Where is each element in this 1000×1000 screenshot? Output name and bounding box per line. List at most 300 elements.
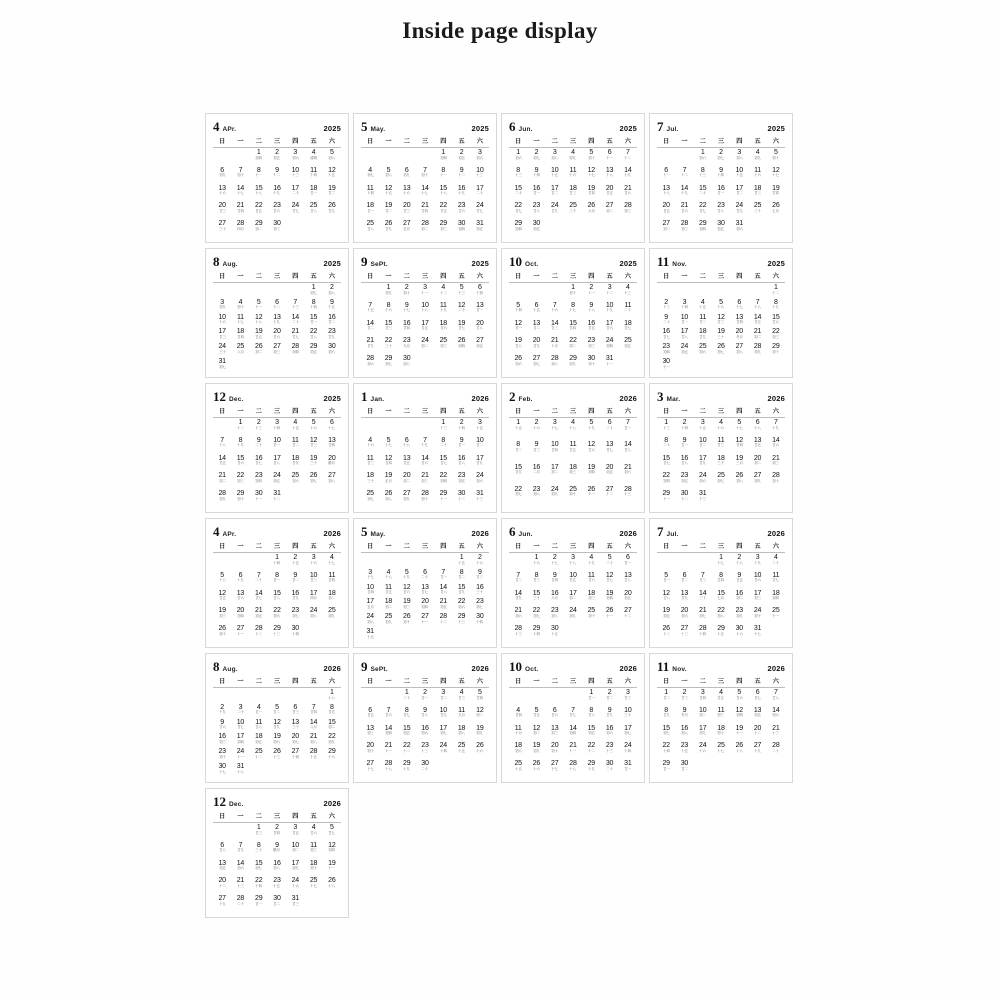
day-cell[interactable] [712, 149, 730, 167]
day-cell[interactable] [416, 455, 434, 473]
day-cell[interactable] [213, 704, 231, 719]
day-cell[interactable] [748, 572, 766, 590]
day-cell[interactable] [712, 314, 730, 329]
day-cell[interactable] [546, 572, 564, 590]
day-cell[interactable] [619, 149, 637, 167]
day-cell[interactable] [231, 842, 249, 860]
day-cell[interactable] [213, 343, 231, 358]
day-cell[interactable] [213, 437, 231, 455]
day-cell[interactable] [398, 202, 416, 220]
day-cell[interactable] [767, 419, 785, 437]
day-cell[interactable] [213, 472, 231, 490]
day-cell[interactable] [361, 707, 379, 725]
day-cell[interactable] [564, 302, 582, 320]
day-cell[interactable] [304, 472, 322, 490]
day-cell[interactable] [600, 149, 618, 167]
day-cell[interactable] [564, 572, 582, 590]
day-cell[interactable] [213, 895, 231, 913]
day-cell[interactable] [452, 149, 470, 167]
day-cell[interactable] [675, 328, 693, 343]
day-cell[interactable] [564, 320, 582, 338]
day-cell[interactable] [767, 284, 785, 299]
day-cell[interactable] [767, 328, 785, 343]
day-cell[interactable] [657, 419, 675, 437]
day-cell[interactable] [213, 625, 231, 643]
day-cell[interactable] [452, 613, 470, 628]
day-cell[interactable] [323, 842, 341, 860]
month-card[interactable] [353, 383, 497, 513]
day-cell[interactable] [546, 742, 564, 760]
day-cell[interactable] [286, 590, 304, 608]
day-cell[interactable] [619, 337, 637, 355]
day-cell[interactable] [268, 704, 286, 719]
day-cell[interactable] [619, 554, 637, 572]
day-cell[interactable] [250, 299, 268, 314]
day-cell[interactable] [361, 760, 379, 778]
day-cell[interactable] [304, 149, 322, 167]
day-cell[interactable] [323, 419, 341, 437]
day-cell[interactable] [527, 441, 545, 463]
day-cell[interactable] [582, 486, 600, 508]
day-cell[interactable] [304, 343, 322, 358]
day-cell[interactable] [509, 572, 527, 590]
day-cell[interactable] [712, 455, 730, 473]
day-cell[interactable] [694, 328, 712, 343]
day-cell[interactable] [619, 202, 637, 220]
day-cell[interactable] [231, 455, 249, 473]
day-cell[interactable] [564, 725, 582, 743]
day-cell[interactable] [600, 320, 618, 338]
day-cell[interactable] [286, 607, 304, 625]
day-cell[interactable] [231, 607, 249, 625]
day-cell[interactable] [694, 167, 712, 185]
day-cell[interactable] [582, 760, 600, 778]
day-cell[interactable] [361, 598, 379, 613]
day-cell[interactable] [434, 742, 452, 760]
day-cell[interactable] [416, 472, 434, 490]
day-cell[interactable] [379, 320, 397, 338]
day-cell[interactable] [304, 554, 322, 572]
day-cell[interactable] [471, 419, 489, 437]
day-cell[interactable] [509, 185, 527, 203]
day-cell[interactable] [748, 437, 766, 455]
day-cell[interactable] [767, 590, 785, 608]
day-cell[interactable] [509, 607, 527, 625]
day-cell[interactable] [434, 320, 452, 338]
day-cell[interactable] [434, 185, 452, 203]
day-cell[interactable] [730, 625, 748, 643]
day-cell[interactable] [600, 355, 618, 373]
day-cell[interactable] [527, 220, 545, 238]
month-card[interactable] [353, 113, 497, 243]
month-card[interactable] [501, 518, 645, 648]
day-cell[interactable] [582, 284, 600, 302]
day-cell[interactable] [527, 486, 545, 508]
day-cell[interactable] [323, 733, 341, 748]
day-cell[interactable] [767, 167, 785, 185]
day-cell[interactable] [323, 824, 341, 842]
day-cell[interactable] [268, 895, 286, 913]
day-cell[interactable] [452, 419, 470, 437]
day-cell[interactable] [323, 689, 341, 704]
day-cell[interactable] [434, 437, 452, 455]
day-cell[interactable] [213, 842, 231, 860]
day-cell[interactable] [582, 707, 600, 725]
day-cell[interactable] [767, 455, 785, 473]
day-cell[interactable] [694, 299, 712, 314]
day-cell[interactable] [527, 320, 545, 338]
day-cell[interactable] [657, 220, 675, 238]
day-cell[interactable] [675, 220, 693, 238]
day-cell[interactable] [748, 472, 766, 490]
day-cell[interactable] [582, 202, 600, 220]
day-cell[interactable] [250, 860, 268, 878]
day-cell[interactable] [564, 590, 582, 608]
day-cell[interactable] [564, 284, 582, 302]
day-cell[interactable] [509, 760, 527, 778]
day-cell[interactable] [730, 689, 748, 707]
day-cell[interactable] [471, 302, 489, 320]
day-cell[interactable] [582, 464, 600, 486]
day-cell[interactable] [286, 704, 304, 719]
day-cell[interactable] [564, 185, 582, 203]
day-cell[interactable] [582, 725, 600, 743]
day-cell[interactable] [546, 167, 564, 185]
day-cell[interactable] [434, 202, 452, 220]
day-cell[interactable] [416, 202, 434, 220]
day-cell[interactable] [767, 707, 785, 725]
day-cell[interactable] [694, 625, 712, 643]
day-cell[interactable] [268, 877, 286, 895]
day-cell[interactable] [361, 628, 379, 643]
day-cell[interactable] [416, 707, 434, 725]
day-cell[interactable] [657, 328, 675, 343]
day-cell[interactable] [712, 707, 730, 725]
day-cell[interactable] [675, 314, 693, 329]
day-cell[interactable] [600, 760, 618, 778]
day-cell[interactable] [748, 742, 766, 760]
day-cell[interactable] [434, 490, 452, 508]
day-cell[interactable] [416, 689, 434, 707]
day-cell[interactable] [619, 742, 637, 760]
day-cell[interactable] [748, 202, 766, 220]
day-cell[interactable] [694, 202, 712, 220]
day-cell[interactable] [694, 149, 712, 167]
day-cell[interactable] [564, 202, 582, 220]
day-cell[interactable] [304, 299, 322, 314]
day-cell[interactable] [748, 149, 766, 167]
day-cell[interactable] [416, 725, 434, 743]
day-cell[interactable] [379, 167, 397, 185]
day-cell[interactable] [694, 707, 712, 725]
day-cell[interactable] [250, 842, 268, 860]
day-cell[interactable] [546, 419, 564, 441]
day-cell[interactable] [712, 419, 730, 437]
day-cell[interactable] [694, 490, 712, 508]
day-cell[interactable] [398, 320, 416, 338]
day-cell[interactable] [730, 554, 748, 572]
day-cell[interactable] [546, 486, 564, 508]
day-cell[interactable] [304, 328, 322, 343]
day-cell[interactable] [471, 337, 489, 355]
day-cell[interactable] [268, 437, 286, 455]
day-cell[interactable] [379, 598, 397, 613]
day-cell[interactable] [694, 572, 712, 590]
day-cell[interactable] [582, 689, 600, 707]
day-cell[interactable] [231, 625, 249, 643]
day-cell[interactable] [694, 419, 712, 437]
month-card[interactable] [205, 518, 349, 648]
day-cell[interactable] [379, 490, 397, 508]
day-cell[interactable] [619, 689, 637, 707]
day-cell[interactable] [748, 707, 766, 725]
day-cell[interactable] [582, 742, 600, 760]
day-cell[interactable] [416, 337, 434, 355]
day-cell[interactable] [231, 748, 249, 763]
day-cell[interactable] [304, 284, 322, 299]
day-cell[interactable] [250, 314, 268, 329]
day-cell[interactable] [600, 607, 618, 625]
day-cell[interactable] [527, 419, 545, 441]
day-cell[interactable] [361, 337, 379, 355]
day-cell[interactable] [509, 302, 527, 320]
day-cell[interactable] [361, 742, 379, 760]
day-cell[interactable] [509, 419, 527, 441]
day-cell[interactable] [657, 607, 675, 625]
day-cell[interactable] [213, 763, 231, 778]
day-cell[interactable] [527, 464, 545, 486]
day-cell[interactable] [416, 569, 434, 584]
day-cell[interactable] [268, 719, 286, 734]
day-cell[interactable] [398, 613, 416, 628]
day-cell[interactable] [712, 725, 730, 743]
day-cell[interactable] [452, 725, 470, 743]
day-cell[interactable] [286, 299, 304, 314]
month-card[interactable] [353, 653, 497, 783]
day-cell[interactable] [231, 343, 249, 358]
day-cell[interactable] [509, 707, 527, 725]
day-cell[interactable] [546, 320, 564, 338]
day-cell[interactable] [582, 149, 600, 167]
day-cell[interactable] [527, 707, 545, 725]
day-cell[interactable] [767, 314, 785, 329]
day-cell[interactable] [361, 569, 379, 584]
day-cell[interactable] [434, 569, 452, 584]
day-cell[interactable] [748, 607, 766, 625]
day-cell[interactable] [582, 419, 600, 441]
day-cell[interactable] [398, 337, 416, 355]
day-cell[interactable] [286, 472, 304, 490]
day-cell[interactable] [675, 707, 693, 725]
day-cell[interactable] [379, 742, 397, 760]
day-cell[interactable] [546, 202, 564, 220]
day-cell[interactable] [748, 299, 766, 314]
day-cell[interactable] [619, 725, 637, 743]
day-cell[interactable] [379, 437, 397, 455]
day-cell[interactable] [675, 299, 693, 314]
day-cell[interactable] [730, 167, 748, 185]
day-cell[interactable] [213, 185, 231, 203]
day-cell[interactable] [250, 895, 268, 913]
day-cell[interactable] [582, 320, 600, 338]
day-cell[interactable] [452, 284, 470, 302]
month-card[interactable] [649, 383, 793, 513]
day-cell[interactable] [546, 554, 564, 572]
day-cell[interactable] [323, 719, 341, 734]
day-cell[interactable] [452, 337, 470, 355]
day-cell[interactable] [675, 419, 693, 437]
day-cell[interactable] [527, 149, 545, 167]
day-cell[interactable] [748, 554, 766, 572]
day-cell[interactable] [304, 748, 322, 763]
day-cell[interactable] [379, 284, 397, 302]
day-cell[interactable] [398, 185, 416, 203]
day-cell[interactable] [657, 572, 675, 590]
day-cell[interactable] [398, 707, 416, 725]
day-cell[interactable] [471, 220, 489, 238]
day-cell[interactable] [231, 719, 249, 734]
day-cell[interactable] [619, 760, 637, 778]
day-cell[interactable] [213, 607, 231, 625]
day-cell[interactable] [323, 607, 341, 625]
day-cell[interactable] [600, 441, 618, 463]
day-cell[interactable] [694, 590, 712, 608]
day-cell[interactable] [657, 343, 675, 358]
day-cell[interactable] [452, 220, 470, 238]
day-cell[interactable] [619, 464, 637, 486]
month-card[interactable] [649, 248, 793, 378]
day-cell[interactable] [657, 725, 675, 743]
day-cell[interactable] [471, 149, 489, 167]
day-cell[interactable] [268, 748, 286, 763]
month-card[interactable] [501, 113, 645, 243]
day-cell[interactable] [657, 358, 675, 373]
day-cell[interactable] [268, 572, 286, 590]
day-cell[interactable] [546, 149, 564, 167]
day-cell[interactable] [231, 877, 249, 895]
day-cell[interactable] [767, 149, 785, 167]
day-cell[interactable] [416, 437, 434, 455]
day-cell[interactable] [231, 314, 249, 329]
day-cell[interactable] [527, 607, 545, 625]
day-cell[interactable] [268, 455, 286, 473]
day-cell[interactable] [582, 590, 600, 608]
day-cell[interactable] [657, 760, 675, 778]
day-cell[interactable] [452, 554, 470, 569]
day-cell[interactable] [286, 554, 304, 572]
day-cell[interactable] [361, 202, 379, 220]
day-cell[interactable] [564, 337, 582, 355]
day-cell[interactable] [619, 419, 637, 441]
month-card[interactable] [205, 788, 349, 918]
day-cell[interactable] [527, 185, 545, 203]
day-cell[interactable] [434, 284, 452, 302]
day-cell[interactable] [231, 704, 249, 719]
day-cell[interactable] [416, 598, 434, 613]
day-cell[interactable] [600, 337, 618, 355]
day-cell[interactable] [471, 598, 489, 613]
day-cell[interactable] [398, 689, 416, 707]
day-cell[interactable] [509, 590, 527, 608]
day-cell[interactable] [268, 299, 286, 314]
day-cell[interactable] [527, 572, 545, 590]
day-cell[interactable] [712, 167, 730, 185]
day-cell[interactable] [434, 455, 452, 473]
month-card[interactable] [649, 113, 793, 243]
day-cell[interactable] [286, 314, 304, 329]
day-cell[interactable] [286, 860, 304, 878]
day-cell[interactable] [657, 742, 675, 760]
day-cell[interactable] [452, 437, 470, 455]
day-cell[interactable] [582, 554, 600, 572]
day-cell[interactable] [231, 490, 249, 508]
day-cell[interactable] [361, 220, 379, 238]
day-cell[interactable] [416, 167, 434, 185]
day-cell[interactable] [286, 455, 304, 473]
day-cell[interactable] [712, 220, 730, 238]
day-cell[interactable] [213, 358, 231, 373]
day-cell[interactable] [675, 572, 693, 590]
day-cell[interactable] [379, 355, 397, 373]
day-cell[interactable] [361, 302, 379, 320]
month-card[interactable] [353, 518, 497, 648]
day-cell[interactable] [471, 490, 489, 508]
day-cell[interactable] [323, 314, 341, 329]
day-cell[interactable] [268, 343, 286, 358]
day-cell[interactable] [619, 320, 637, 338]
day-cell[interactable] [730, 202, 748, 220]
day-cell[interactable] [657, 167, 675, 185]
day-cell[interactable] [675, 725, 693, 743]
day-cell[interactable] [527, 590, 545, 608]
day-cell[interactable] [250, 733, 268, 748]
day-cell[interactable] [231, 472, 249, 490]
day-cell[interactable] [509, 337, 527, 355]
day-cell[interactable] [600, 302, 618, 320]
day-cell[interactable] [268, 860, 286, 878]
day-cell[interactable] [730, 437, 748, 455]
day-cell[interactable] [767, 299, 785, 314]
day-cell[interactable] [416, 742, 434, 760]
day-cell[interactable] [452, 302, 470, 320]
day-cell[interactable] [268, 590, 286, 608]
day-cell[interactable] [323, 202, 341, 220]
day-cell[interactable] [250, 328, 268, 343]
day-cell[interactable] [767, 725, 785, 743]
day-cell[interactable] [730, 725, 748, 743]
day-cell[interactable] [213, 877, 231, 895]
day-cell[interactable] [527, 167, 545, 185]
day-cell[interactable] [730, 314, 748, 329]
day-cell[interactable] [416, 185, 434, 203]
day-cell[interactable] [304, 419, 322, 437]
month-card[interactable] [205, 248, 349, 378]
day-cell[interactable] [398, 167, 416, 185]
day-cell[interactable] [286, 733, 304, 748]
day-cell[interactable] [509, 167, 527, 185]
day-cell[interactable] [416, 220, 434, 238]
day-cell[interactable] [675, 437, 693, 455]
day-cell[interactable] [231, 763, 249, 778]
day-cell[interactable] [398, 584, 416, 599]
day-cell[interactable] [600, 572, 618, 590]
day-cell[interactable] [268, 607, 286, 625]
day-cell[interactable] [564, 742, 582, 760]
day-cell[interactable] [434, 584, 452, 599]
day-cell[interactable] [286, 202, 304, 220]
day-cell[interactable] [600, 419, 618, 441]
day-cell[interactable] [231, 202, 249, 220]
